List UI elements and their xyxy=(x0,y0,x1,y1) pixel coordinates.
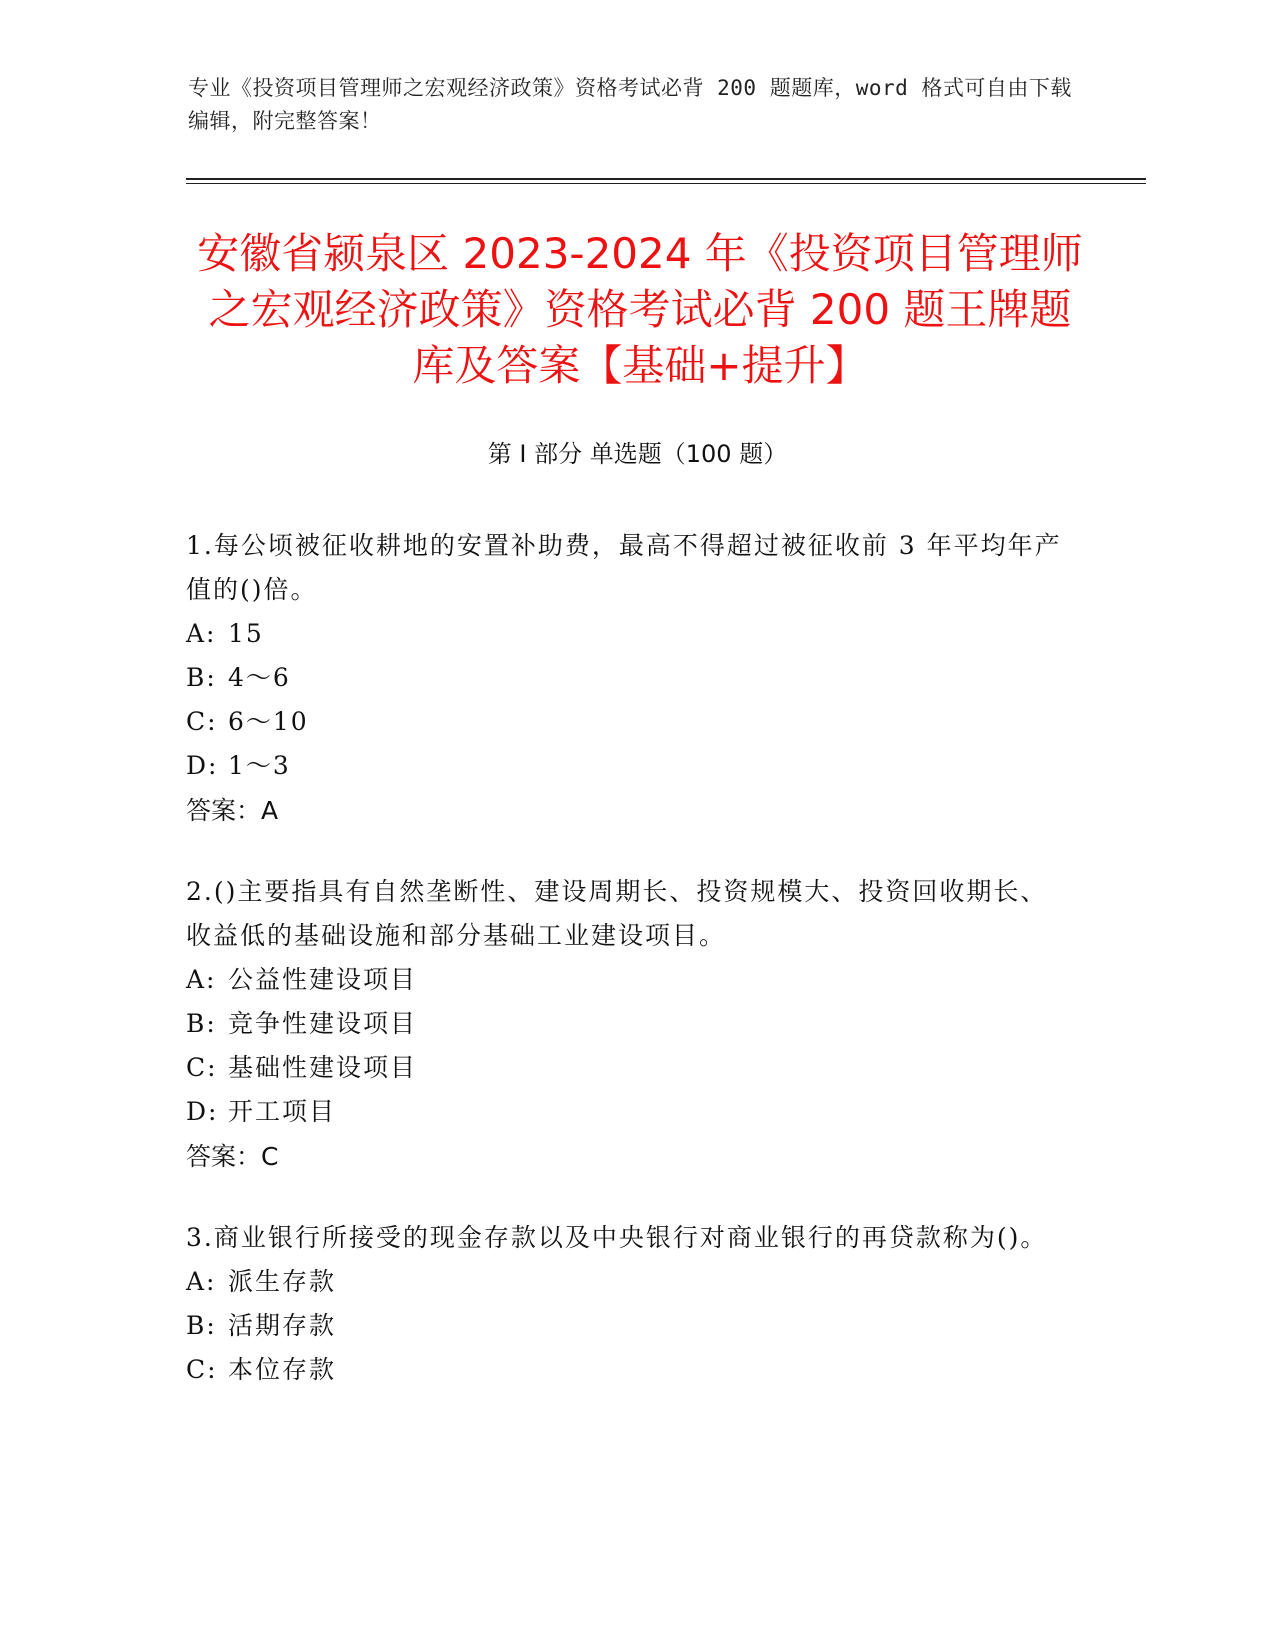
header-note: 专业《投资项目管理师之宏观经济政策》资格考试必背 200 题题库，word 格式可自由下载编辑，附完整答案！ xyxy=(188,76,1072,133)
question-stem: 2.()主要指具有自然垄断性、建设周期长、投资规模大、投资回收期长、收益低的基础设施和部分基础工业建设项目。 xyxy=(186,877,1048,950)
option-key: B: xyxy=(186,1311,217,1340)
question-stem: 3.商业银行所接受的现金存款以及中央银行对商业银行的再贷款称为()。 xyxy=(186,1223,1048,1252)
option-text: 15 xyxy=(228,619,264,648)
option-a xyxy=(186,958,1066,1002)
section-heading: 第 I 部分 单选题（100 题） xyxy=(487,440,788,468)
option-d xyxy=(186,1090,1066,1134)
option-key: B: xyxy=(186,663,217,692)
option-text: 派生存款 xyxy=(228,1267,337,1296)
answer-value: A xyxy=(261,796,279,825)
question-2 xyxy=(186,870,1066,1180)
option-key: C: xyxy=(186,707,218,736)
question-list xyxy=(186,524,1066,1428)
option-c xyxy=(186,1046,1066,1090)
question-1 xyxy=(186,524,1066,834)
option-key: B: xyxy=(186,1009,217,1038)
option-text: 4～6 xyxy=(228,663,291,692)
option-text: 活期存款 xyxy=(228,1311,337,1340)
answer-line xyxy=(186,1134,1066,1180)
answer-line xyxy=(186,788,1066,834)
option-key: D: xyxy=(186,1097,219,1126)
answer-label: 答案： xyxy=(186,1142,262,1171)
option-d xyxy=(186,744,1066,788)
option-text: 6～10 xyxy=(228,707,309,736)
option-text: 竞争性建设项目 xyxy=(228,1009,418,1038)
option-text: 本位存款 xyxy=(228,1355,337,1384)
option-key: A: xyxy=(186,619,217,648)
option-b xyxy=(186,1304,1066,1348)
header-divider xyxy=(186,178,1146,184)
answer-label: 答案： xyxy=(186,796,262,825)
answer-value: C xyxy=(261,1142,279,1171)
option-text: 公益性建设项目 xyxy=(228,965,418,994)
option-a xyxy=(186,612,1066,656)
option-key: D: xyxy=(186,751,219,780)
option-key: A: xyxy=(186,965,217,994)
option-text: 开工项目 xyxy=(228,1097,337,1126)
option-b xyxy=(186,1002,1066,1046)
option-text: 1～3 xyxy=(228,751,291,780)
question-stem: 1.每公顷被征收耕地的安置补助费，最高不得超过被征收前 3 年平均年产值的()倍。 xyxy=(186,531,1062,604)
option-key: C: xyxy=(186,1053,218,1082)
option-key: C: xyxy=(186,1355,218,1384)
option-c xyxy=(186,1348,1066,1392)
option-a xyxy=(186,1260,1066,1304)
option-c xyxy=(186,700,1066,744)
document-title: 安徽省颍泉区 2023-2024 年《投资项目管理师之宏观经济政策》资格考试必背 200 题王牌题库及答案【基础+提升】 xyxy=(197,229,1083,390)
option-key: A: xyxy=(186,1267,217,1296)
option-b xyxy=(186,656,1066,700)
question-3 xyxy=(186,1216,1066,1392)
option-text: 基础性建设项目 xyxy=(228,1053,418,1082)
